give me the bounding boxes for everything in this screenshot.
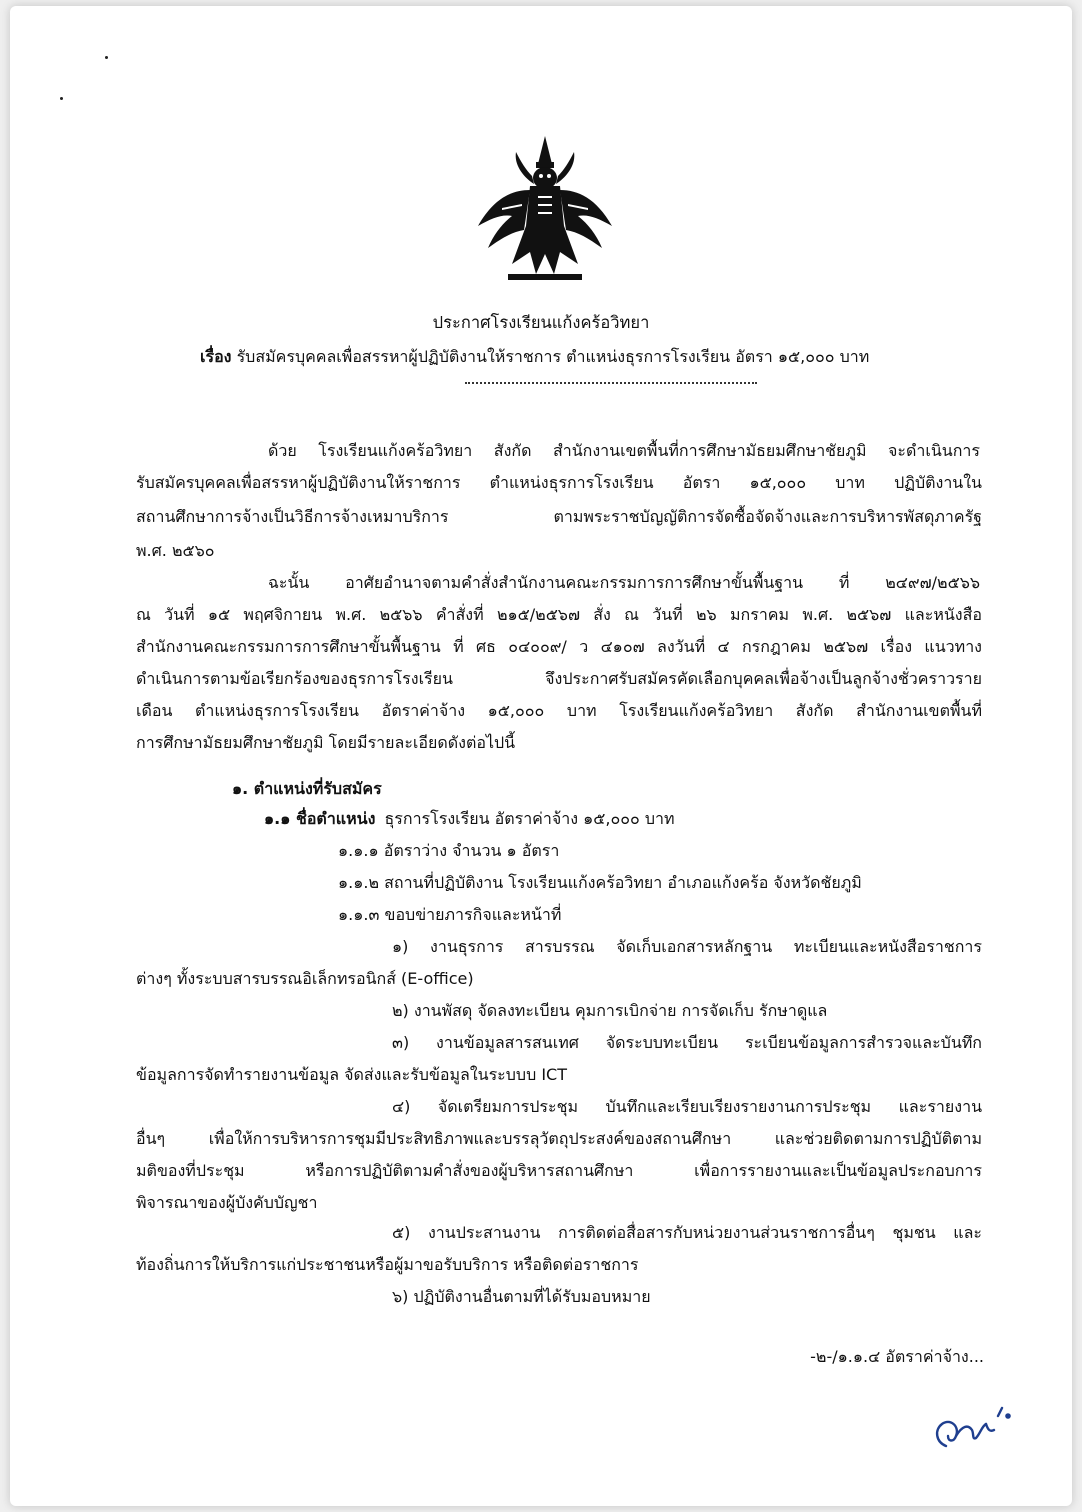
item-1-1-3: ๑.๑.๓ ขอบข่ายภารกิจและหน้าที่ <box>338 905 562 924</box>
paragraph-2-line-2: ณ วันที่ ๑๕ พฤศจิกายน พ.ศ. ๒๕๖๖ คำสั่งที่ ๒๑๕/๒๕๖๗ สั่ง ณ วันที่ ๒๖ มกราคม พ.ศ. ๒๕๖๗ และหนังสือ <box>136 605 982 624</box>
handwritten-signature-icon <box>928 1386 1018 1456</box>
position-name-text: ธุรการโรงเรียน อัตราค่าจ้าง ๑๕,๐๐๐ บาท <box>384 809 675 828</box>
duty-3-line-1: ๓) งานข้อมูลสารสนเทศ จัดระบบทะเบียน ระเบียนข้อมูลการสำรวจและบันทึก <box>392 1033 982 1052</box>
subject-text: รับสมัครบุคคลเพื่อสรรหาผู้ปฏิบัติงานให้ราชการ ตำแหน่งธุรการโรงเรียน อัตรา ๑๕,๐๐๐ บาท <box>236 347 870 366</box>
scan-speck <box>105 56 108 59</box>
duty-4-line-1: ๔) จัดเตรียมการประชุม บันทึกและเรียบเรียงรายงานการประชุม และรายงาน <box>392 1097 982 1116</box>
page-continuation: -๒-/๑.๑.๔ อัตราค่าจ้าง... <box>810 1347 984 1366</box>
paragraph-2-line-1: ฉะนั้น อาศัยอำนาจตามคำสั่งสำนักงานคณะกรรมการการศึกษาขั้นพื้นฐาน ที่ ๒๔๙๗/๒๕๖๖ <box>268 573 980 592</box>
duty-2-line-1: ๒) งานพัสดุ จัดลงทะเบียน คุมการเบิกจ่าย การจัดเก็บ รักษาดูแล <box>392 1001 828 1020</box>
scan-speck <box>60 97 63 100</box>
paragraph-2-line-4: ดำเนินการตามข้อเรียกร้องของธุรการโรงเรียน จึงประกาศรับสมัครคัดเลือกบุคคลเพื่อจ้างเป็นลูกจ้างชั่วคราวราย <box>136 669 982 688</box>
subject-line <box>200 346 869 368</box>
paragraph-2-line-3: สำนักงานคณะกรรมการการศึกษาขั้นพื้นฐาน ที่ ศธ ๐๔๐๐๙/ ว ๔๑๐๗ ลงวันที่ ๔ กรกฎาคม ๒๕๖๗ เรื่อง แนวทาง <box>136 637 982 656</box>
item-1-1-2: ๑.๑.๒ สถานที่ปฏิบัติงาน โรงเรียนแก้งคร้อวิทยา อำเภอแก้งคร้อ จังหวัดชัยภูมิ <box>338 873 862 892</box>
section-1-1-line <box>264 808 675 830</box>
duty-3-line-2: ข้อมูลการจัดทำรายงานข้อมูล จัดส่งและรับข้อมูลในระบบบ ICT <box>136 1065 567 1084</box>
paragraph-2-line-5: เดือน ตำแหน่งธุรการโรงเรียน อัตราค่าจ้าง ๑๕,๐๐๐ บาท โรงเรียนแก้งคร้อวิทยา สังกัด สำนักงานเขตพื้นที่ <box>136 701 983 720</box>
duty-1-line-1: ๑) งานธุรการ สารบรรณ จัดเก็บเอกสารหลักฐาน ทะเบียนและหนังสือราชการ <box>392 937 982 956</box>
item-1-1-1: ๑.๑.๑ อัตราว่าง จำนวน ๑ อัตรา <box>338 841 560 860</box>
duty-4-line-2: อื่นๆ เพื่อให้การบริหารการชุมมีประสิทธิภาพและบรรลุวัตถุประสงค์ของสถานศึกษา และช่วยติดตามการปฏิบัติตาม <box>136 1129 982 1148</box>
paragraph-1-line-4: พ.ศ. ๒๕๖๐ <box>136 541 215 560</box>
paragraph-2-line-6: การศึกษามัธยมศึกษาชัยภูมิ โดยมีรายละเอียดดังต่อไปนี้ <box>136 733 516 752</box>
duty-1-line-2: ต่างๆ ทั้งระบบสารบรรณอิเล็กทรอนิกส์ (E-office) <box>136 969 474 988</box>
document-page <box>10 6 1072 1506</box>
duty-5-line-1: ๕) งานประสานงาน การติดต่อสื่อสารกับหน่วยงานส่วนราชการอื่นๆ ชุมชน และ <box>392 1223 982 1242</box>
paragraph-1-line-2: รับสมัครบุคคลเพื่อสรรหาผู้ปฏิบัติงานให้ราชการ ตำแหน่งธุรการโรงเรียน อัตรา ๑๕,๐๐๐ บาท ปฏิบัติงานใน <box>136 473 982 492</box>
paragraph-1-line-1: ด้วย โรงเรียนแก้งคร้อวิทยา สังกัด สำนักงานเขตพื้นที่การศึกษามัธยมศึกษาชัยภูมิ จะดำเนินการ <box>268 441 980 460</box>
document-title: ประกาศโรงเรียนแก้งคร้อวิทยา <box>432 313 650 332</box>
title-divider <box>465 382 757 384</box>
subject-label: เรื่อง <box>200 347 232 366</box>
duty-5-line-2: ท้องถิ่นการให้บริการแก่ประชาชนหรือผู้มาขอรับบริการ หรือติดต่อราชการ <box>136 1255 639 1274</box>
position-name-label: ๑.๑ ชื่อตำแหน่ง <box>264 809 376 828</box>
paragraph-1-line-3: สถานศึกษาการจ้างเป็นวิธีการจ้างเหมาบริการ ตามพระราชบัญญัติการจัดซื้อจัดจ้างและการบริหารพัสดุภาครัฐ <box>136 507 982 526</box>
duty-4-line-4: พิจารณาของผู้บังคับบัญชา <box>136 1193 318 1212</box>
section-1-heading: ๑. ตำแหน่งที่รับสมัคร <box>232 779 382 798</box>
duty-6-line-1: ๖) ปฏิบัติงานอื่นตามที่ได้รับมอบหมาย <box>392 1287 651 1306</box>
duty-4-line-3: มติของที่ประชุม หรือการปฏิบัติตามคำสั่งของผู้บริหารสถานศึกษา เพื่อการรายงานและเป็นข้อมูลประกอบการ <box>136 1161 982 1180</box>
garuda-emblem-icon <box>472 134 618 284</box>
